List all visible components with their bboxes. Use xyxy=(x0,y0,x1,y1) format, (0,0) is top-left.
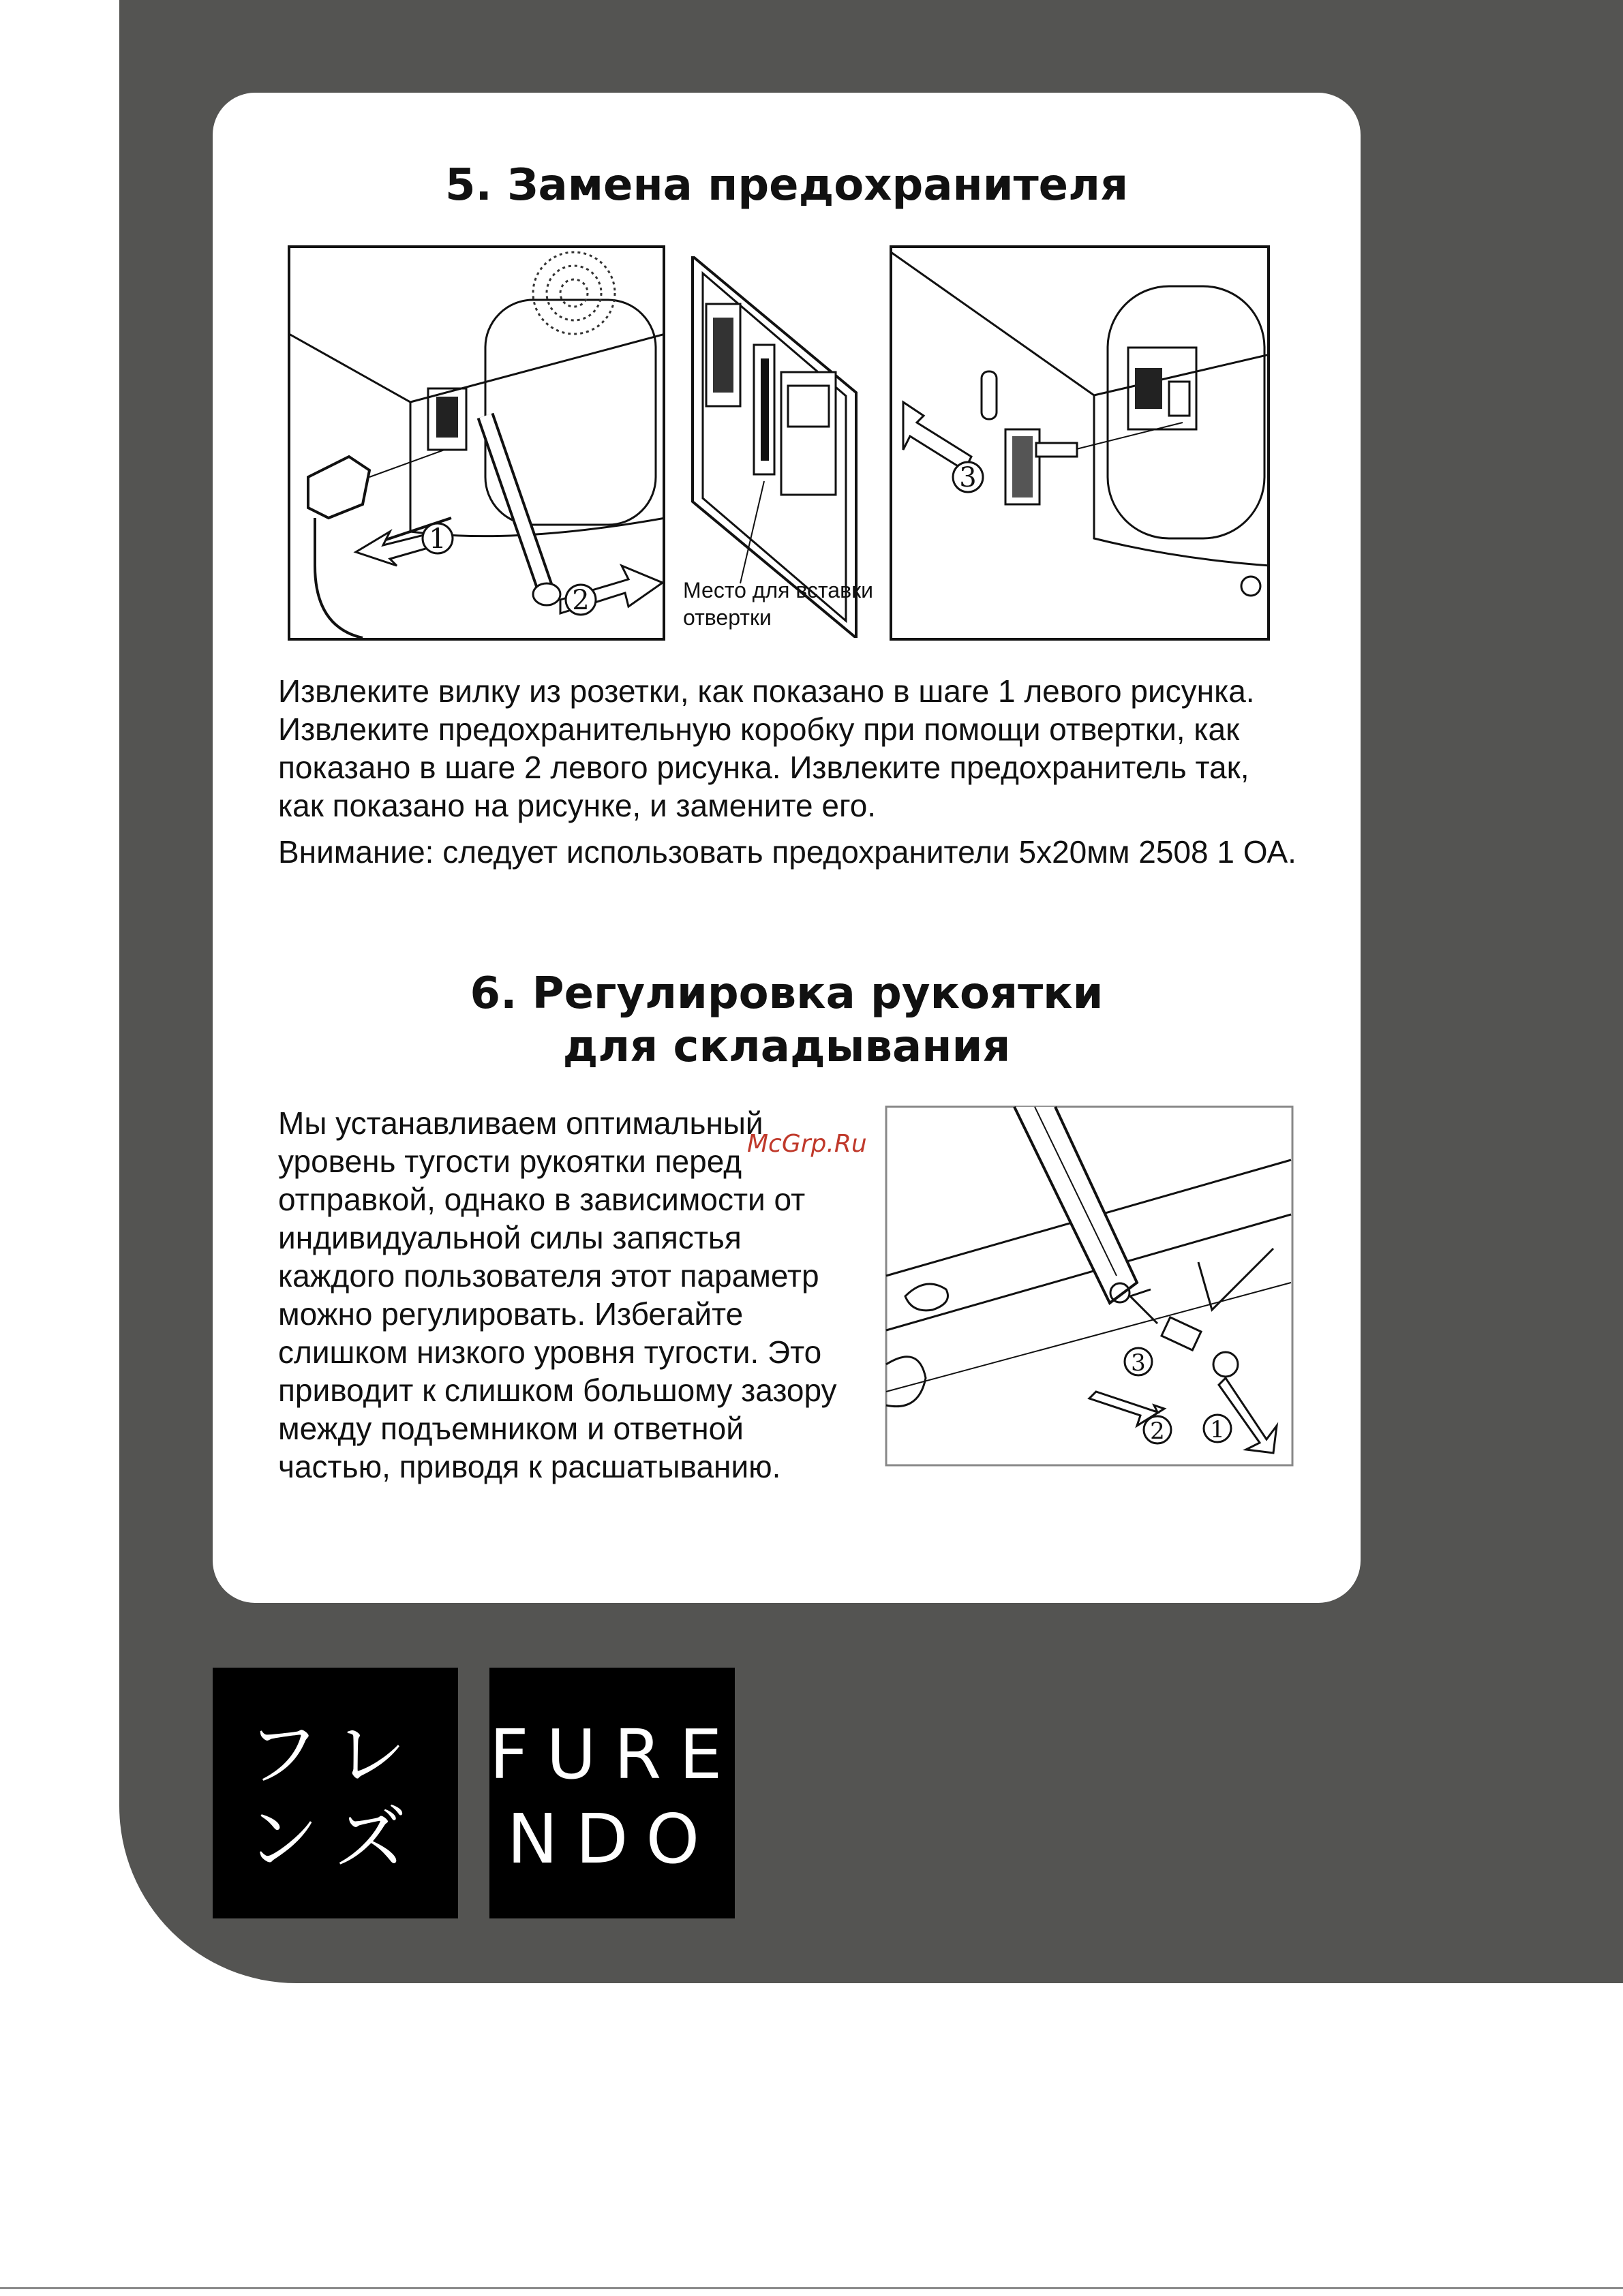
logo-latin-line1: FURE xyxy=(489,1715,740,1794)
callout-3: 3 xyxy=(959,462,977,493)
handle-callout-2: 2 xyxy=(1150,1418,1165,1445)
logo-latin-line2: NDO xyxy=(506,1799,718,1879)
callout-2: 2 xyxy=(572,585,590,616)
logo-japanese xyxy=(213,1668,458,1918)
fuse-figure-left xyxy=(288,245,665,642)
content-card xyxy=(213,93,1361,1603)
logo-japanese-line1: フレ xyxy=(247,1713,424,1796)
bottom-rule xyxy=(0,2287,1623,2289)
section6-paragraph: Мы устанавливаем оптимальный уровень тугости рукоятки перед отправкой, однако в зависимости от индивидуальной силы запястья каждого пользователя этот параметр можно регулировать. Избегайте слишком низкого уровня тугости. Это приводит к слишком большому зазору между подъемником и ответной частью, приводя к расшатыванию. xyxy=(278,1105,837,1484)
section6-title-line2: для складывания xyxy=(562,1022,1011,1072)
handle-callout-3: 3 xyxy=(1131,1349,1146,1377)
screwdriver-slot-label: Место для вставки отвертки xyxy=(683,578,873,630)
section5-paragraph2: Внимание: следует использовать предохранители 5х20мм 2508 1 ОА. xyxy=(278,834,1296,870)
folding-handle-figure xyxy=(885,1105,1294,1467)
logo-latin xyxy=(489,1668,740,1918)
handle-callout-1: 1 xyxy=(1210,1416,1225,1443)
section6-title-line1: 6. Регулировка рукоятки xyxy=(470,968,1104,1019)
section5-title: 5. Замена предохранителя xyxy=(444,160,1129,211)
logo-japanese-line2: ンズ xyxy=(246,1797,425,1881)
fuse-figure-right xyxy=(890,245,1270,642)
callout-1: 1 xyxy=(429,523,446,555)
watermark: McGrp.Ru xyxy=(747,1130,867,1158)
section5-paragraph1: Извлеките вилку из розетки, как показано в шаге 1 левого рисунка. Извлеките предохранительную коробку при помощи отвертки, как показано в шаге 2 левого рисунка. Извлеките предохранитель так, как показано на рисунке, и замените его. xyxy=(278,673,1255,823)
